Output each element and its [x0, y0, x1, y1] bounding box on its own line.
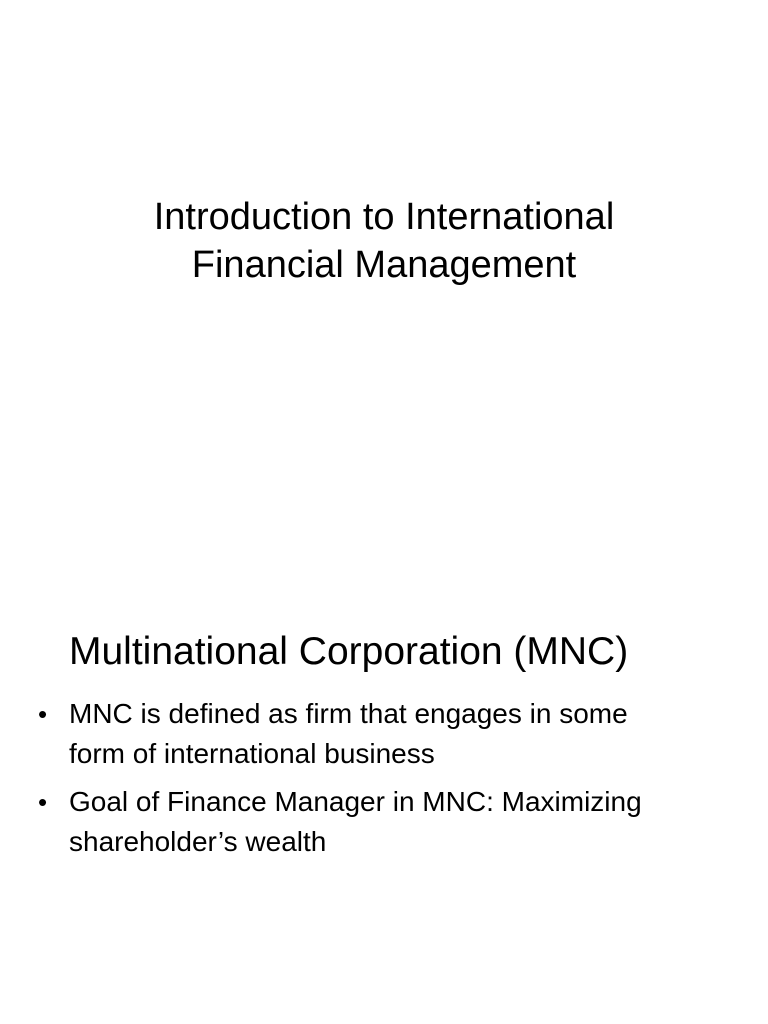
slide-title-line-2: Financial Management	[191, 244, 577, 286]
bullet-text-line-1: Goal of Finance Manager in MNC: Maximizing	[69, 786, 642, 817]
bullet-text-line-2: form of international business	[69, 738, 435, 769]
bullet-icon: •	[38, 699, 48, 729]
bullet-item	[28, 782, 728, 862]
bullet-icon: •	[38, 787, 48, 817]
bullet-list	[28, 694, 728, 870]
slide-title-line-1: Introduction to International	[153, 196, 615, 238]
slide-heading: Multinational Corporation (MNC)	[69, 630, 629, 673]
slide-title	[40, 193, 728, 289]
bullet-text-line-2: shareholder’s wealth	[69, 826, 327, 857]
bullet-text-line-1: MNC is defined as firm that engages in some	[69, 698, 628, 729]
content-slide	[0, 576, 768, 1024]
bullet-item	[28, 694, 728, 774]
